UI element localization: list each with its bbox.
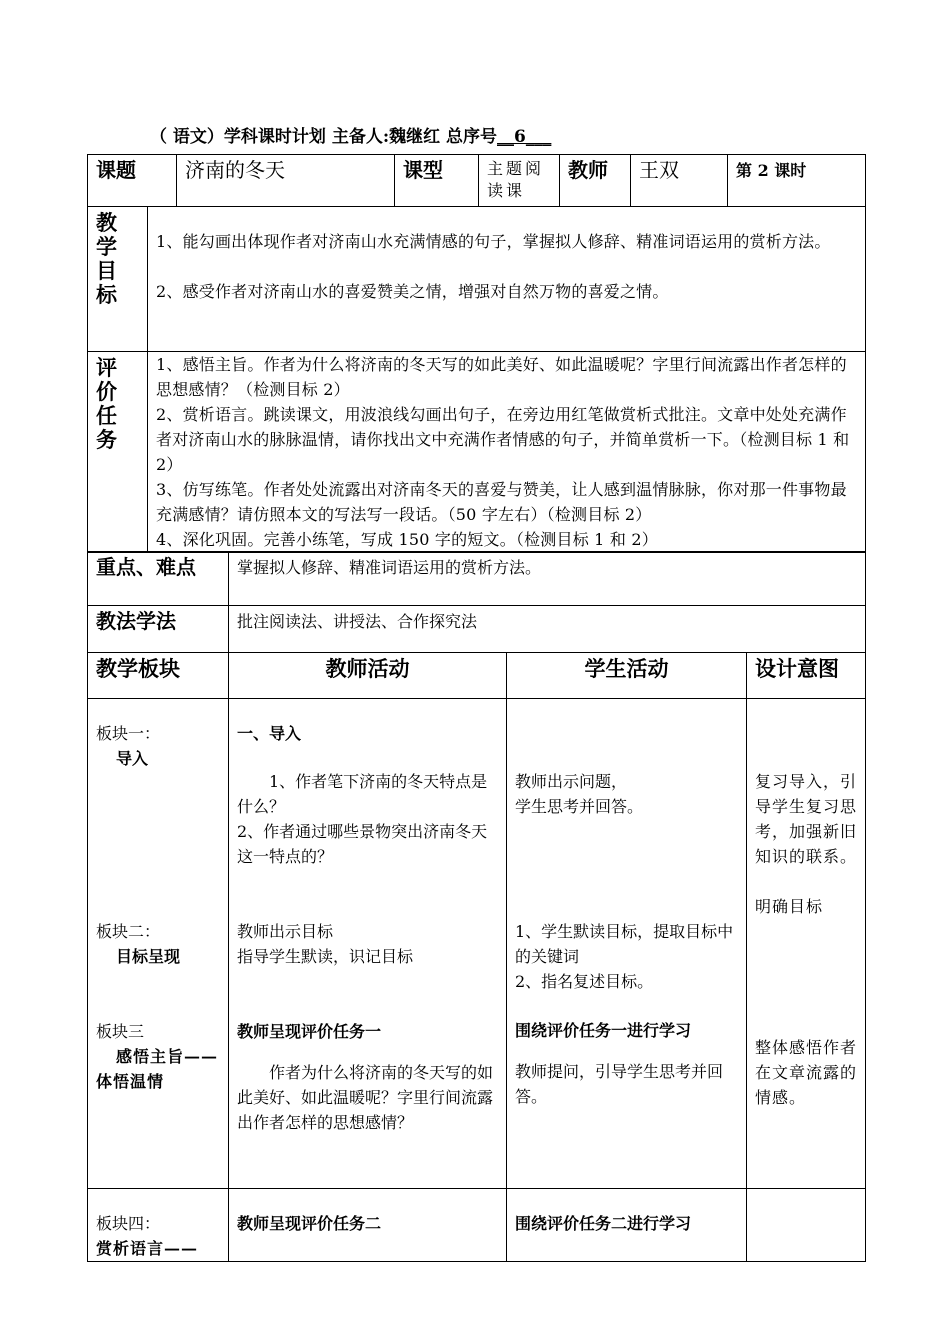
- block-3-student-text: 教师提问，引导学生思考并回答。: [515, 1062, 724, 1106]
- type-value: 主题阅读课: [479, 155, 560, 207]
- topic-label: 课题: [88, 155, 177, 207]
- block-2-intent: 明确目标: [755, 897, 824, 916]
- objective-item-1: 1、能勾画出体现作者对济南山水充满情感的句子，掌握拟人修辞、精准词语运用的赏析方法。: [156, 232, 831, 251]
- type-label: 课型: [395, 155, 479, 207]
- evaluation-item-4: 4、深化巩固。完善小练笔，写成 150 字的短文。（检测目标 1 和 2）: [156, 530, 658, 549]
- objectives-table: [87, 206, 866, 553]
- focus-value: 掌握拟人修辞、精准词语运用的赏析方法。: [229, 552, 866, 606]
- block-2-name-prefix: 板块二：: [96, 922, 161, 941]
- block-1-teacher-text: 1、作者笔下济南的冬天特点是什么？: [237, 772, 488, 816]
- block-3-student-title: 围绕评价任务一进行学习: [515, 1021, 692, 1040]
- methods-value: 批注阅读法、讲授法、合作探究法: [229, 606, 866, 653]
- info-table: [87, 154, 866, 207]
- block-4-name: 赏析语言——: [96, 1239, 199, 1258]
- block-4-student-title: 围绕评价任务二进行学习: [515, 1214, 692, 1233]
- evaluation-item-2: 2、赏析语言。跳读课文，用波浪线勾画出句子，在旁边用红笔做赏析式批注。文章中处处充满作者对济南山水的脉脉温情，请你找出文中充满作者情感的句子，并简单赏析一下。（检测目标 1 和 2）: [156, 405, 850, 474]
- block-1-student-text-2: 学生思考并回答。: [515, 797, 644, 816]
- block-3-name-prefix: 板块三: [96, 1022, 145, 1041]
- topic-value: 济南的冬天: [177, 155, 395, 207]
- block-1-teacher-title: 一、导入: [237, 724, 302, 743]
- evaluation-item-1: 1、感悟主旨。作者为什么将济南的冬天写的如此美好、如此温暖呢？字里行间流露出作者怎样的思想感情？（检测目标 2）: [156, 355, 847, 399]
- focus-table: [87, 551, 866, 653]
- block-4-teacher-title: 教师呈现评价任务二: [237, 1214, 382, 1233]
- block-4-name-prefix: 板块四：: [96, 1214, 161, 1233]
- header-serial: __6___: [497, 127, 552, 147]
- block-1-teacher-text-2: 2、作者通过哪些景物突出济南冬天这一特点的？: [237, 822, 488, 866]
- block-3-teacher-title: 教师呈现评价任务一: [237, 1022, 382, 1041]
- column-header-student: 学生活动: [507, 653, 747, 699]
- objectives-label: 教 学 目 标: [88, 207, 148, 352]
- focus-label: 重点、难点: [88, 552, 229, 606]
- evaluation-item-3: 3、仿写练笔。作者处处流露出对济南冬天的喜爱与赞美，让人感到温情脉脉，你对那一件事物最充满感情？请仿照本文的写法写一段话。（50 字左右）（检测目标 2）: [156, 480, 847, 524]
- teacher-label: 教师: [560, 155, 631, 207]
- block-3-intent: 整体感悟作者在文章流露的情感。: [755, 1038, 858, 1107]
- methods-label: 教法学法: [88, 606, 229, 653]
- page-header: [150, 122, 551, 147]
- period-label: 第 2 课时: [728, 155, 866, 207]
- block-4-intent: [747, 1189, 866, 1262]
- block-2-teacher-text: 教师出示目标: [237, 922, 334, 941]
- block-2-student-text: 1、学生默读目标，提取目标中的关键词: [515, 922, 734, 966]
- objective-item-2: 2、感受作者对济南山水的喜爱赞美之情，增强对自然万物的喜爱之情。: [156, 282, 669, 301]
- header-prefix: （ 语文）学科课时计划 主备人:魏继红 总序号: [150, 127, 498, 147]
- block-2-teacher-text-2: 指导学生默读，识记目标: [237, 947, 414, 966]
- block-1-intent: 复习导入，引导学生复习思考，加强新旧知识的联系。: [755, 772, 858, 866]
- block-2-name: 目标呈现: [116, 947, 181, 966]
- block-1-name-prefix: 板块一：: [96, 724, 161, 743]
- block-3-name: 感悟主旨——体悟温情: [96, 1047, 219, 1091]
- activities-table: [87, 652, 866, 1262]
- column-header-intent: 设计意图: [747, 653, 866, 699]
- evaluation-label: 评 价 任 务: [88, 352, 148, 553]
- block-3-teacher-text: 作者为什么将济南的冬天写的如此美好、如此温暖呢？字里行间流露出作者怎样的思想感情？: [237, 1063, 494, 1132]
- teacher-value: 王双: [631, 155, 728, 207]
- column-header-block: 教学板块: [88, 653, 229, 699]
- block-1-student-text: 教师出示问题，: [515, 772, 628, 791]
- block-1-name: 导入: [116, 749, 149, 768]
- block-2-student-text-2: 2、指名复述目标。: [515, 972, 654, 991]
- column-header-teacher: 教师活动: [229, 653, 507, 699]
